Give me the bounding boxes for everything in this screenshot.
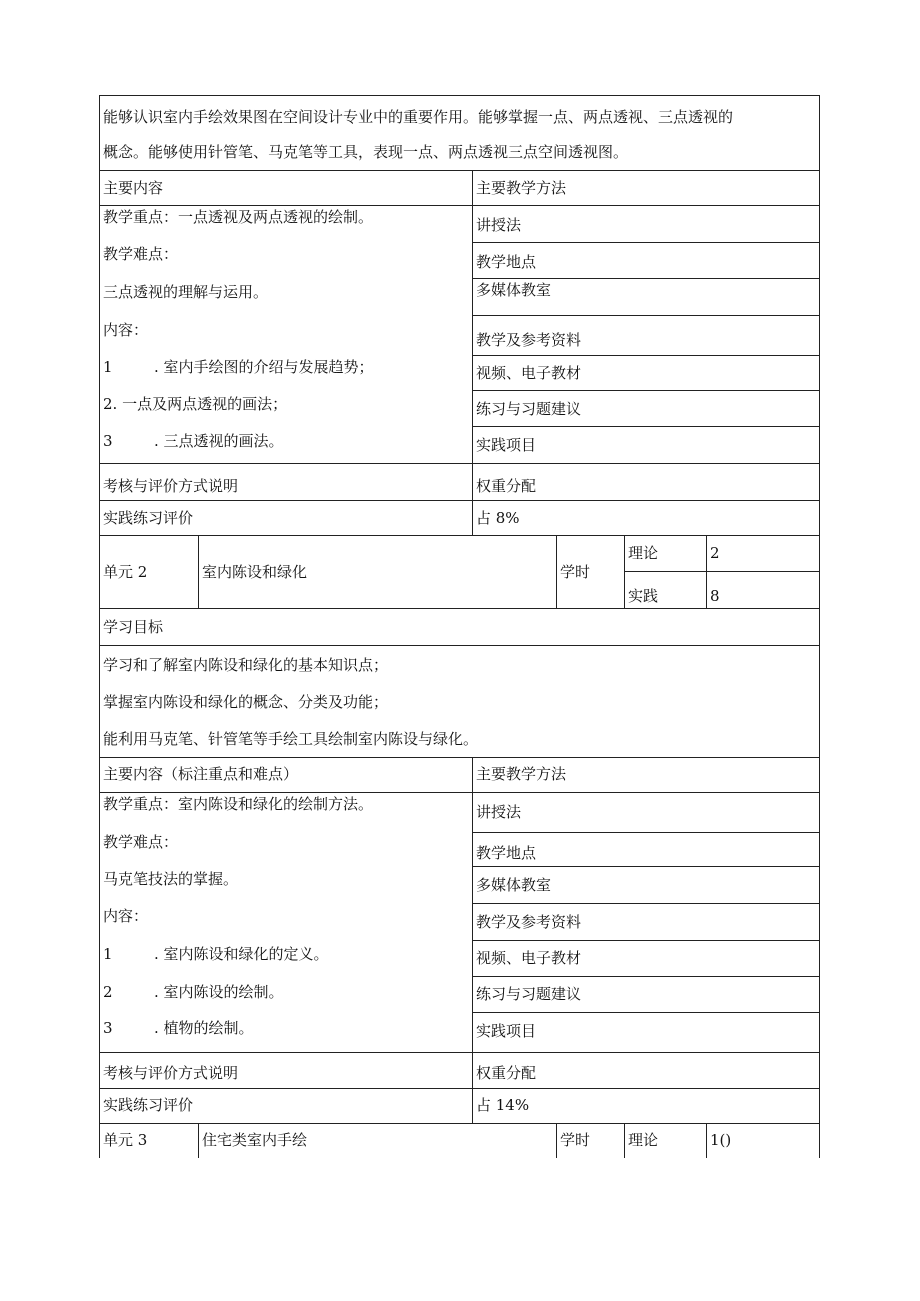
practice-hours: 8 — [710, 587, 720, 605]
difficulty-label: 教学难点： — [103, 245, 179, 263]
goals-header: 学习目标 — [103, 618, 164, 636]
content-item-number: 1 — [103, 945, 113, 963]
references-label: 教学及参考资料 — [476, 913, 582, 931]
difficulty-label: 教学难点： — [103, 833, 179, 851]
method-lecture: 讲授法 — [476, 803, 522, 821]
exercises-label: 练习与习题建议 — [476, 985, 582, 1003]
unit-label: 单元 3 — [103, 1131, 148, 1149]
row-divider — [99, 1052, 820, 1053]
content-label: 内容： — [103, 321, 149, 339]
method-lecture: 讲授法 — [476, 216, 522, 234]
theory-hours: 2 — [710, 544, 720, 562]
row-divider — [99, 205, 820, 206]
teaching-location-label: 教学地点 — [476, 844, 537, 862]
row-divider — [99, 95, 820, 96]
content-item-number: 3 — [103, 432, 113, 450]
row-divider — [99, 463, 820, 464]
methods-header: 主要教学方法 — [476, 765, 567, 783]
practice-project: 实践项目 — [476, 436, 537, 454]
row-divider — [99, 757, 820, 758]
row-divider — [472, 976, 820, 977]
content-item-text: . 室内陈设和绿化的定义。 — [154, 945, 329, 963]
column-divider — [198, 535, 199, 608]
content-item-text: . 室内手绘图的介绍与发展趋势； — [154, 358, 374, 376]
references-label: 教学及参考资料 — [476, 331, 582, 349]
teaching-location-label: 教学地点 — [476, 253, 537, 271]
row-divider — [472, 278, 820, 279]
assessment-label: 考核与评价方式说明 — [103, 1064, 239, 1082]
theory-hours: 1() — [710, 1131, 732, 1149]
unit-label: 单元 2 — [103, 563, 148, 581]
difficulty-text: 三点透视的理解与运用。 — [103, 283, 269, 301]
content-item-number: 1 — [103, 358, 113, 376]
row-divider — [472, 426, 820, 427]
hours-label: 学时 — [560, 563, 591, 581]
content-item-number: 3 — [103, 1019, 113, 1037]
unit-title: 室内陈设和绿化 — [202, 563, 308, 581]
practice-label: 实践 — [628, 587, 659, 605]
content-label: 内容： — [103, 907, 149, 925]
practice-eval-label: 实践练习评价 — [103, 1096, 194, 1114]
goal-item: 学习和了解室内陈设和绿化的基本知识点； — [103, 656, 389, 674]
references: 视频、电子教材 — [476, 949, 582, 967]
column-divider — [556, 1123, 557, 1158]
weight-label: 权重分配 — [476, 477, 537, 495]
theory-label: 理论 — [628, 544, 659, 562]
references: 视频、电子教材 — [476, 364, 582, 382]
teaching-location: 多媒体教室 — [476, 876, 552, 894]
column-divider — [624, 1123, 625, 1158]
column-divider — [706, 1123, 707, 1158]
row-divider — [472, 242, 820, 243]
row-divider — [99, 645, 820, 646]
key-point: 教学重点：一点透视及两点透视的绘制。 — [103, 208, 374, 226]
row-divider — [99, 792, 820, 793]
practice-project: 实践项目 — [476, 1022, 537, 1040]
row-divider — [99, 500, 820, 501]
goal-item: 能利用马克笔、针管笔等手绘工具绘制室内陈设与绿化。 — [103, 730, 479, 748]
practice-weight: 占 8% — [476, 509, 520, 527]
table-border-left — [99, 95, 100, 1158]
row-divider — [99, 1088, 820, 1089]
row-divider — [99, 170, 820, 171]
row-divider — [472, 832, 820, 833]
assessment-label: 考核与评价方式说明 — [103, 477, 239, 495]
weight-label: 权重分配 — [476, 1064, 537, 1082]
row-divider — [472, 903, 820, 904]
content-item-text: . 植物的绘制。 — [154, 1019, 254, 1037]
row-divider — [472, 355, 820, 356]
content-item-number: 2 — [103, 983, 113, 1001]
hours-label: 学时 — [560, 1131, 591, 1149]
row-divider — [472, 940, 820, 941]
content-item-text: . 室内陈设的绘制。 — [154, 983, 284, 1001]
main-content-header: 主要内容（标注重点和难点） — [103, 765, 299, 783]
column-divider — [472, 170, 473, 535]
column-divider — [556, 535, 557, 608]
row-divider — [472, 1012, 820, 1013]
unit-title: 住宅类室内手绘 — [202, 1131, 308, 1149]
row-divider — [99, 535, 820, 536]
row-divider — [472, 390, 820, 391]
table-border-right — [819, 95, 820, 1158]
content-item-text: 2. 一点及两点透视的画法； — [103, 395, 288, 413]
teaching-location: 多媒体教室 — [476, 281, 552, 299]
difficulty-text: 马克笔技法的掌握。 — [103, 870, 239, 888]
content-item-text: . 三点透视的画法。 — [154, 432, 284, 450]
methods-header: 主要教学方法 — [476, 179, 567, 197]
key-point: 教学重点：室内陈设和绿化的绘制方法。 — [103, 795, 374, 813]
row-divider — [99, 608, 820, 609]
main-content-header: 主要内容 — [103, 179, 164, 197]
column-divider — [198, 1123, 199, 1158]
objectives-line: 概念。能够使用针管笔、马克笔等工具，表现一点、两点透视三点空间透视图。 — [103, 143, 629, 161]
row-divider — [472, 315, 820, 316]
practice-eval-label: 实践练习评价 — [103, 509, 194, 527]
goal-item: 掌握室内陈设和绿化的概念、分类及功能； — [103, 693, 389, 711]
row-divider — [624, 571, 820, 572]
practice-weight: 占 14% — [476, 1096, 530, 1114]
exercises-label: 练习与习题建议 — [476, 400, 582, 418]
theory-label: 理论 — [628, 1131, 659, 1149]
row-divider — [472, 866, 820, 867]
objectives-line: 能够认识室内手绘效果图在空间设计专业中的重要作用。能够掌握一点、两点透视、三点透视的 — [103, 108, 734, 126]
row-divider — [99, 1123, 820, 1124]
